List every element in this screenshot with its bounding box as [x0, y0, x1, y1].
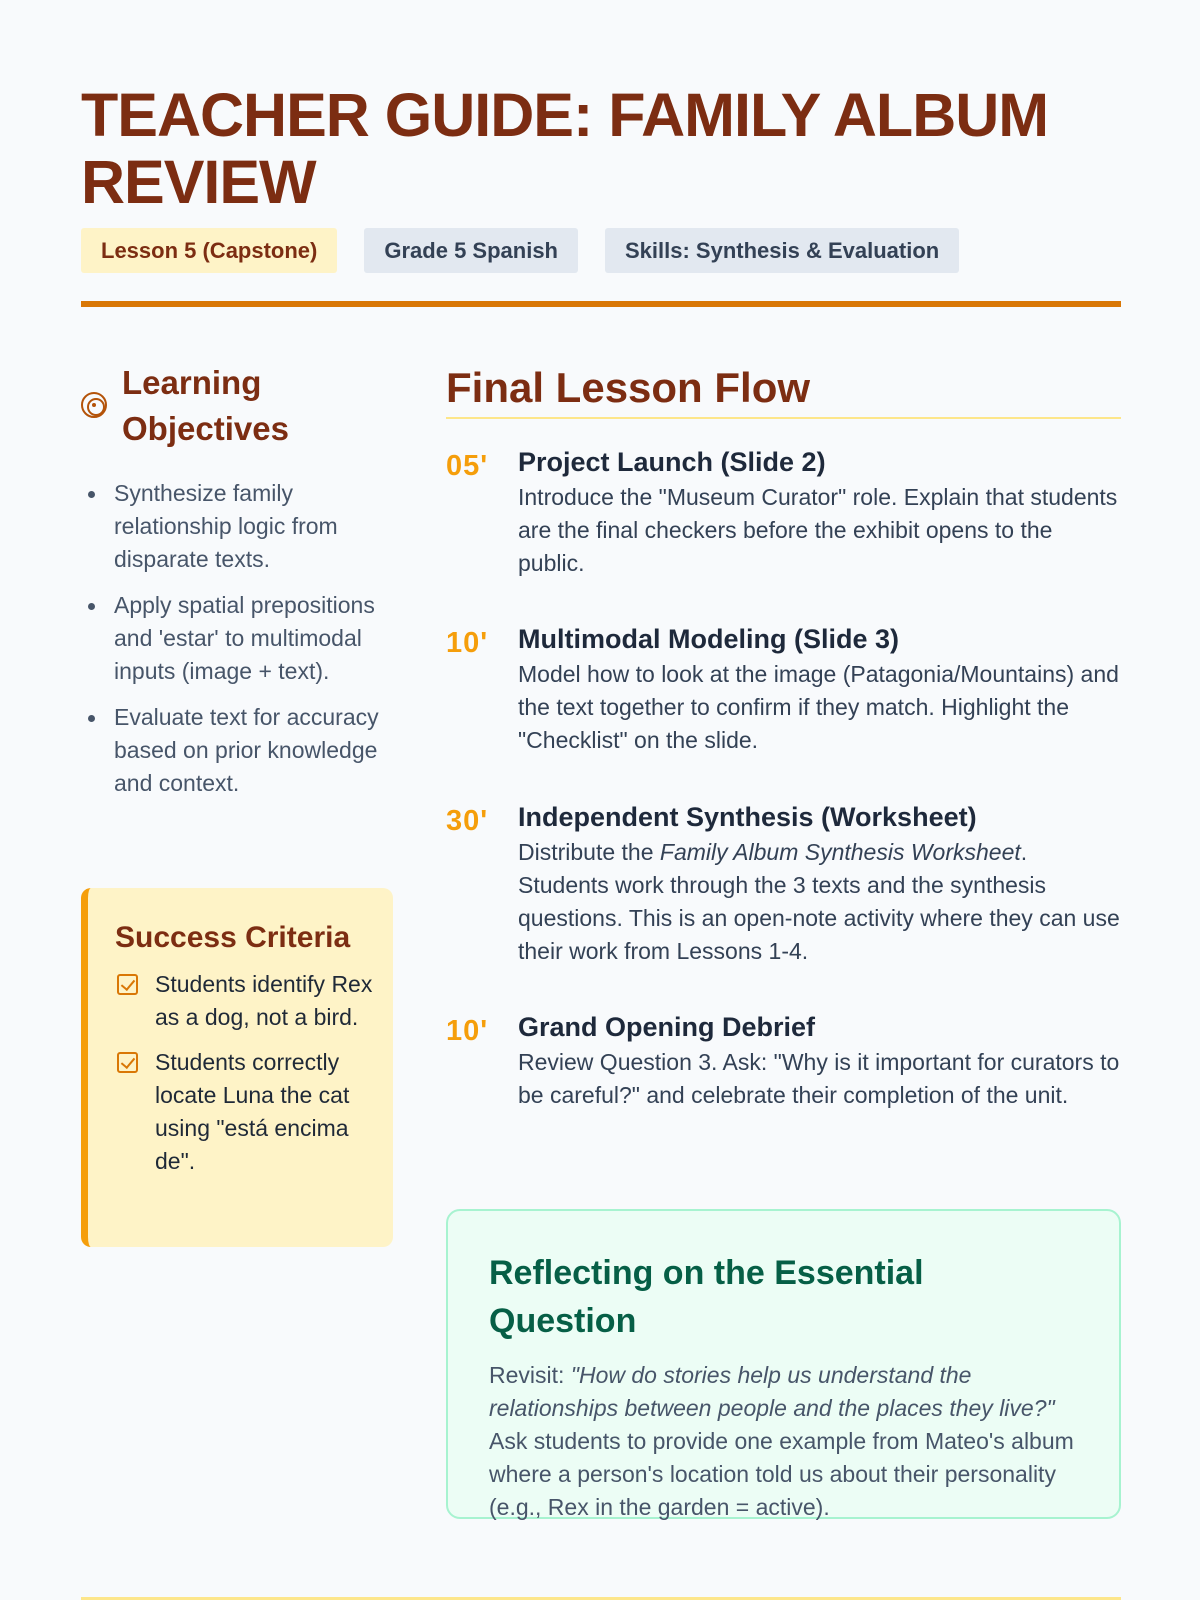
- teacher-guide-page: [81, 0, 1121, 1600]
- desc-suffix: . Students work through the 3 texts and the synthesis questions. This is an open-note activity where they can use their work from Lessons 1-4.: [518, 839, 1120, 964]
- desc-prefix: Distribute the: [518, 839, 660, 865]
- success-criteria-card: [81, 888, 393, 1247]
- step-minutes: 10': [446, 627, 489, 659]
- checkbox-checked-icon: [117, 974, 138, 995]
- header-divider: [81, 301, 1121, 307]
- flow-step: [446, 444, 1121, 580]
- flow-step: [446, 621, 1121, 757]
- reflection-rest: Ask students to provide one example from Mateo's album where a person's location told us about their personality (e.g., Rex in the garden = active).: [489, 1428, 1074, 1520]
- step-description: Model how to look at the image (Patagonia/Mountains) and the text together to confirm if they match. Highlight the "Checklist" on the slide.: [518, 661, 1119, 753]
- tag-row: [81, 228, 959, 273]
- step-minutes: 05': [446, 450, 489, 482]
- step-description: [518, 836, 1121, 968]
- list-item: Apply spatial prepositions and 'estar' to multimodal inputs (image + text).: [81, 589, 393, 688]
- step-title: Grand Opening Debrief: [518, 1012, 816, 1042]
- skills-tag: Skills: Synthesis & Evaluation: [605, 228, 959, 273]
- essential-question: "How do stories help us understand the relationships between people and the places they live?": [489, 1362, 1055, 1421]
- flow-step: [446, 799, 1121, 968]
- left-column: [81, 360, 393, 813]
- criterion-text: Students identify Rex as a dog, not a bird.: [155, 971, 373, 1030]
- grade-tag: Grade 5 Spanish: [364, 228, 578, 273]
- step-title: Project Launch (Slide 2): [518, 447, 826, 477]
- list-item: Evaluate text for accuracy based on prior knowledge and context.: [81, 701, 393, 800]
- page-title: TEACHER GUIDE: FAMILY ALBUM REVIEW: [81, 81, 1049, 216]
- success-criteria-title: Success Criteria: [115, 921, 351, 954]
- target-icon: [81, 392, 107, 418]
- step-description: Introduce the "Museum Curator" role. Explain that students are the final checkers before the exhibit opens to the public.: [518, 484, 1118, 576]
- step-description: Review Question 3. Ask: "Why is it important for curators to be careful?" and celebrate their completion of the unit.: [518, 1049, 1120, 1108]
- step-title: Independent Synthesis (Worksheet): [518, 802, 977, 832]
- step-title: Multimodal Modeling (Slide 3): [518, 624, 899, 654]
- right-column: [446, 360, 1121, 1520]
- reflection-body: [489, 1359, 1079, 1524]
- objectives-heading: [81, 360, 393, 452]
- lesson-tag: Lesson 5 (Capstone): [81, 228, 337, 273]
- criterion-item: [115, 1046, 373, 1178]
- criterion-item: [115, 968, 373, 1034]
- criterion-text: Students correctly locate Luna the cat using "está encima de".: [155, 1049, 350, 1174]
- lesson-flow-title: Final Lesson Flow: [446, 360, 1121, 419]
- worksheet-title: Family Album Synthesis Worksheet: [659, 839, 1021, 865]
- objectives-list: [81, 477, 393, 800]
- objectives-title: Learning Objectives: [122, 364, 289, 447]
- reflection-card: [446, 1209, 1121, 1519]
- step-minutes: 30': [446, 805, 489, 837]
- flow-step: [446, 1009, 1121, 1112]
- reflection-title: Reflecting on the Essential Question: [489, 1254, 924, 1340]
- step-minutes: 10': [446, 1015, 489, 1047]
- reflection-lead: Revisit:: [489, 1362, 571, 1388]
- list-item: Synthesize family relationship logic from disparate texts.: [81, 477, 393, 576]
- checkbox-checked-icon: [117, 1052, 138, 1073]
